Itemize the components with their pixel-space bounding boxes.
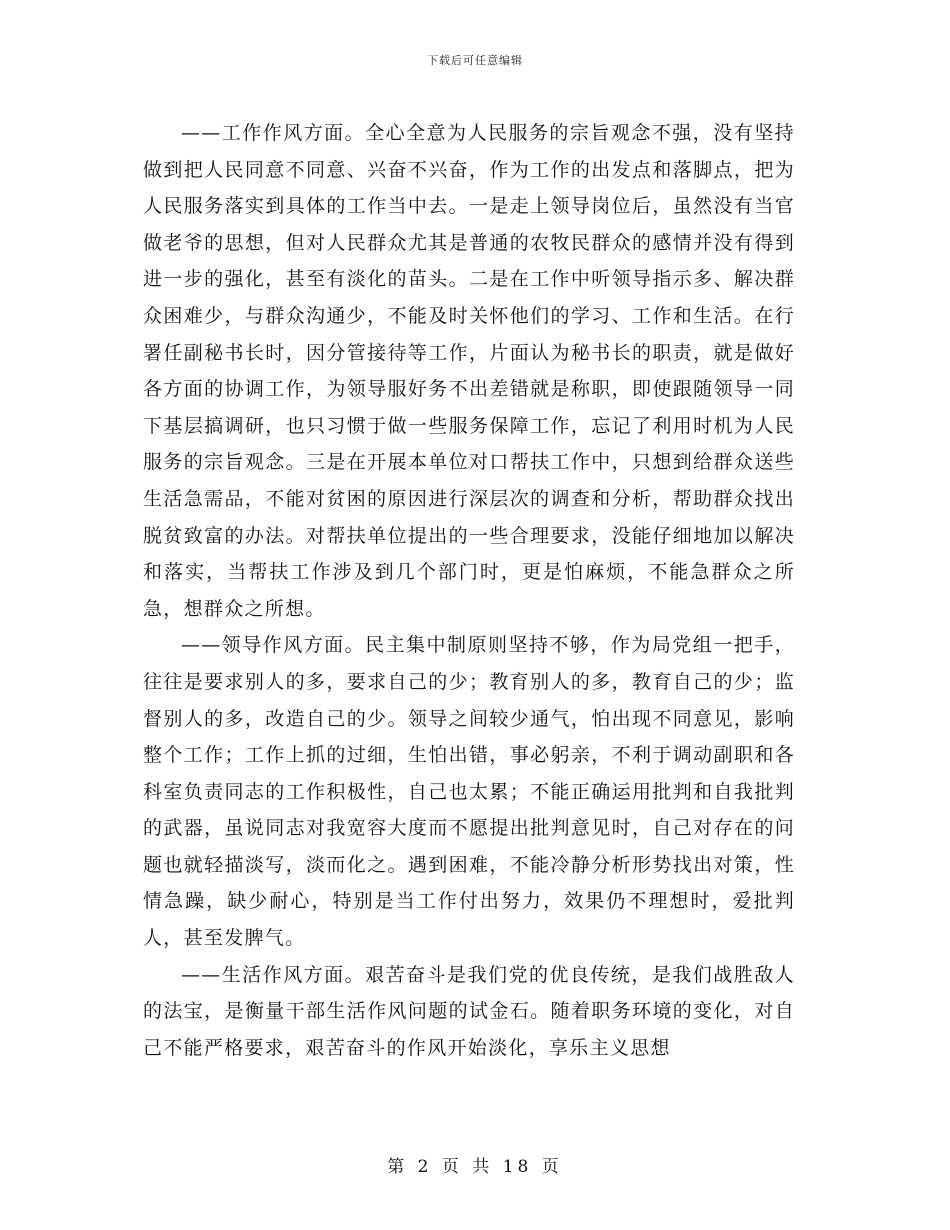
paragraph-work-style: ——工作作风方面。全心全意为人民服务的宗旨观念不强，没有坚持做到把人民同意不同意、兴奋不兴奋，作为工作的出发点和落脚点，把为人民服务落实到具体的工作当中去。一是走上领导岗位后，虽然没有当官做老爷的思想，但对人民群众尤其是普通的农牧民群众的感情并没有得到进一步的强化，甚至有淡化的苗头。二是在工作中听领导指示多、解决群众困难少，与群众沟通少，不能及时关怀他们的学习、工作和生活。在行署任副秘书长时，因分管接待等工作，片面认为秘书长的职责，就是做好各方面的协调工作，为领导服好务不出差错就是称职，即使跟随领导一同下基层搞调研，也只习惯于做一些服务保障工作，忘记了利用时机为人民服务的宗旨观念。三是在开展本单位对口帮扶工作中，只想到给群众送些生活急需品，不能对贫困的原因进行深层次的调查和分析，帮助群众找出脱贫致富的办法。对帮扶单位提出的一些合理要求，没能仔细地加以解决和落实，当帮扶工作涉及到几个部门时，更是怕麻烦，不能急群众之所急，想群众之所想。 — [143, 122, 795, 620]
paragraph-life-style: ——生活作风方面。艰苦奋斗是我们党的优良传统，是我们战胜敌人的法宝，是衡量干部生活作风问题的试金石。随着职务环境的变化，对自己不能严格要求，艰苦奋斗的作风开始淡化，享乐主义思想 — [143, 963, 795, 1059]
document-body — [143, 115, 795, 1066]
paragraph-leadership-style: ——领导作风方面。民主集中制原则坚持不够，作为局党组一把手，往往是要求别人的多，要求自己的少；教育别人的多，教育自己的少；监督别人的多，改造自己的少。领导之间较少通气，怕出现不同意见，影响整个工作；工作上抓的过细，生怕出错，事必躬亲，不利于调动副职和各科室负责同志的工作积极性，自己也太累；不能正确运用批判和自我批判的武器，虽说同志对我宽容大度而不愿提出批判意见时，自己对存在的问题也就轻描淡写，淡而化之。遇到困难，不能冷静分析形势找出对策，性情急躁，缺少耐心，特别是当工作付出努力，效果仍不理想时，爱批判人，甚至发脾气。 — [143, 634, 795, 950]
page-footer: 第 2 页 共 18 页 — [387, 1157, 563, 1177]
page-header: 下载后可任意编辑 — [427, 54, 523, 67]
